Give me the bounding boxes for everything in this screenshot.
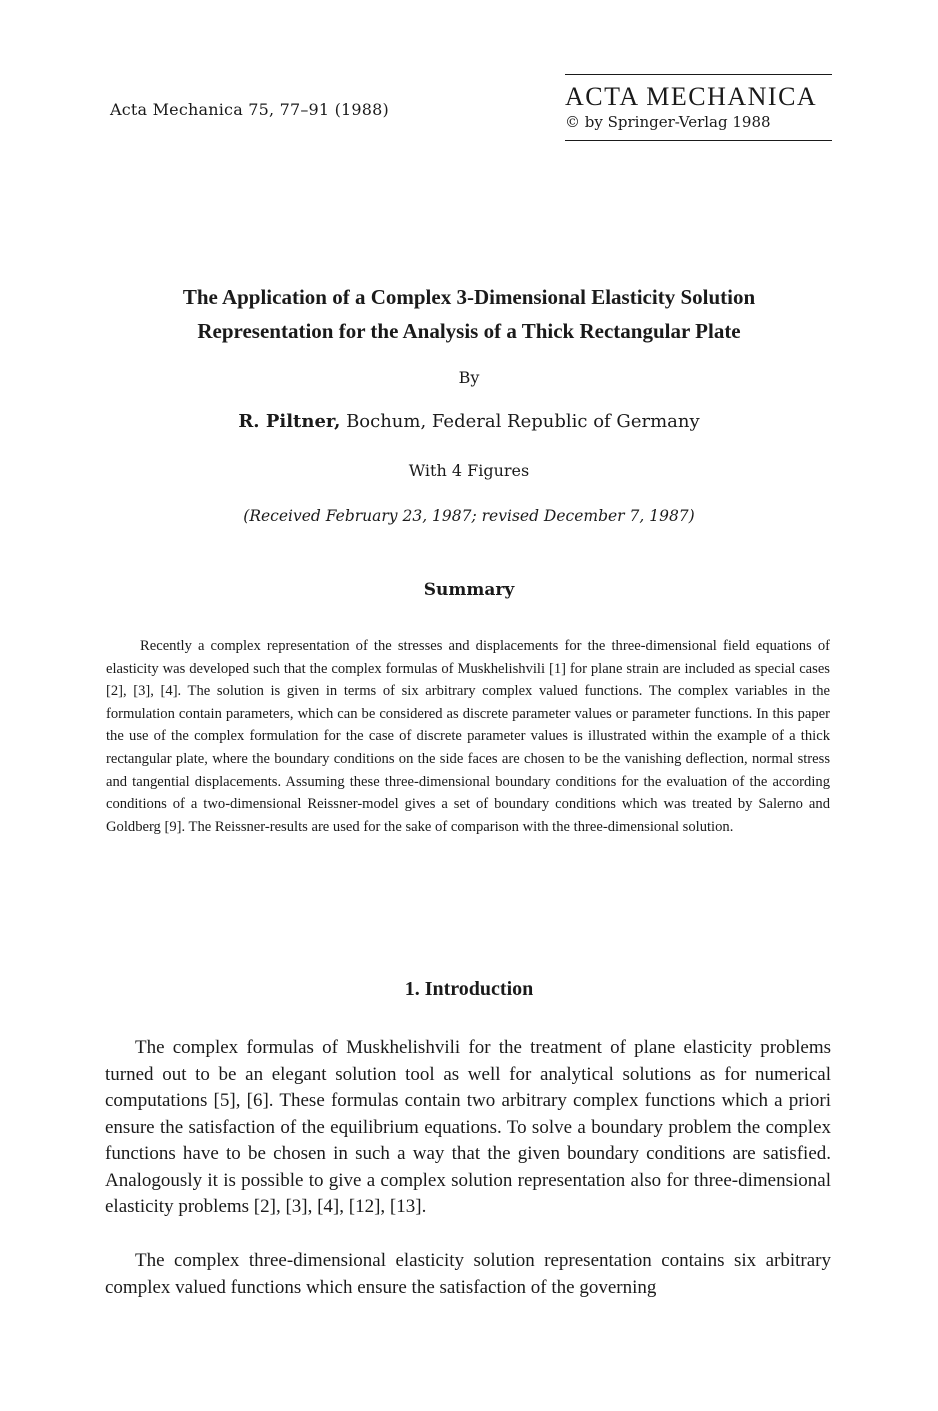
bottom-rule	[565, 140, 832, 141]
article-title	[100, 280, 838, 348]
author-affiliation: Bochum, Federal Republic of Germany	[340, 411, 700, 432]
journal-copyright: © by Springer-Verlag 1988	[565, 113, 771, 131]
author-name: R. Piltner,	[238, 411, 341, 432]
by-label: By	[458, 368, 480, 387]
author-line	[100, 411, 838, 432]
title-line-2: Representation for the Analysis of a Thick Rectangular Plate	[197, 319, 741, 343]
summary-heading: Summary	[423, 580, 515, 600]
summary-text: Recently a complex representation of the stresses and displacements for the three-dimensional field equations of elasticity was developed such that the complex formulas of Muskhelishvili [1] for plane strain are included as special cases [2], [3], [4]. The solution is given in terms of six arbitrary complex valued functions. The complex variables in the formulation contain parameters, which can be considered as discrete parameter values or parameter functions. In this paper the use of the complex formulation for the case of discrete parameter values is illustrated within the example of a thick rectangular plate, where the boundary conditions on the side faces are chosen to be the vanishing deflection, normal stress and tangential displacements. Assuming these three-dimensional boundary conditions for the evaluation of the according conditions of a two-dimensional Reissner-model gives a set of boundary conditions which was treated by Salerno and Goldberg [9]. The Reissner-results are used for the sake of comparison with the three-dimensional solution.	[106, 638, 830, 835]
journal-name: ACTA MECHANICA	[565, 82, 818, 111]
citation-header: Acta Mechanica 75, 77–91 (1988)	[110, 100, 389, 119]
introduction-paragraph-2: The complex three-dimensional elasticity solution representation contains six arbitrary complex valued functions which ensure the satisfaction of the governing	[105, 1250, 831, 1298]
top-rule	[565, 74, 832, 75]
received-dates: (Received February 23, 1987; revised December 7, 1987)	[243, 507, 695, 525]
figures-note: With 4 Figures	[408, 461, 530, 480]
introduction-heading: 1. Introduction	[404, 978, 534, 1000]
introduction-paragraph-1: The complex formulas of Muskhelishvili for the treatment of plane elasticity problems turned out to be an elegant solution tool as well for analytical solutions as for numerical computations [5], [6]. These formulas contain two arbitrary complex functions which a priori ensure the satisfaction of the equilibrium equations. To solve a boundary problem the complex functions have to be chosen in such a way that the given boundary conditions are satisfied. Analogously it is possible to give a complex solution representation also for three-dimensional elasticity problems [2], [3], [4], [12], [13].	[105, 1037, 831, 1217]
title-line-1: The Application of a Complex 3-Dimensional Elasticity Solution	[182, 285, 756, 309]
journal-block	[565, 74, 832, 141]
